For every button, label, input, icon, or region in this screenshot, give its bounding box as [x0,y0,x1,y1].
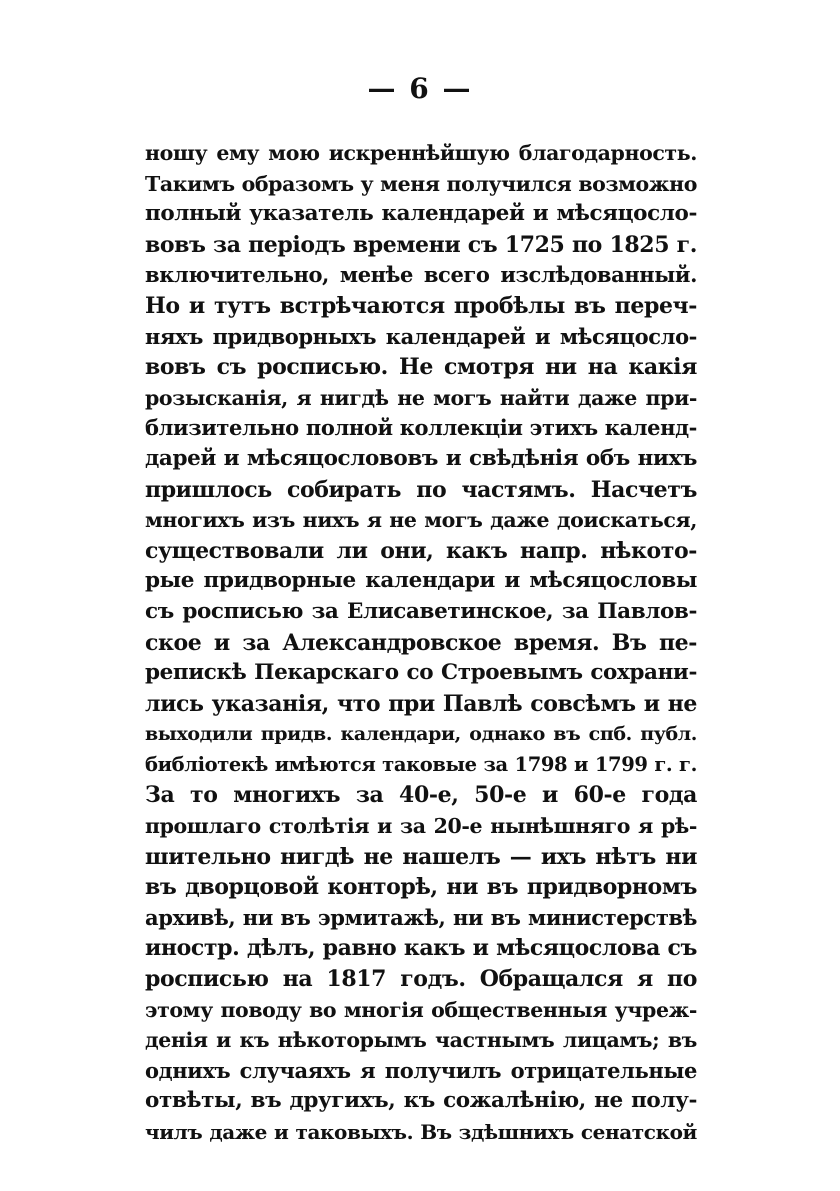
text-line: розысканія, я нигдѣ не могъ найти даже при- [145,385,697,410]
text-line: пришлось собирать по частямъ. Насчетъ [145,476,697,503]
text-line: денія и къ нѣкоторымъ частнымъ лицамъ; въ [145,1028,697,1053]
text-line: вовъ за періодъ времени съ 1725 по 1825 г. [145,231,697,258]
text-line: рые придворные календари и мѣсяцословы [145,568,697,594]
text-line: ношу ему мою искреннѣйшую благодарность. [145,141,697,165]
text-line: выходили придв. календари, однако въ спб. публ. [145,723,697,746]
text-line: лись указанія, что при Павлѣ совсѣмъ и не [145,690,697,717]
page-number: — 6 — [367,72,473,105]
text-line: ское и за Александровское время. Въ пе- [145,629,697,656]
text-line: этому поводу во многія общественныя учреж- [145,997,697,1022]
text-line: многихъ изъ нихъ я не могъ даже доискаться, [145,508,697,533]
text-line: включительно, менѣе всего изслѣдованный. [145,262,697,288]
text-line: съ росписью за Елисаветинское, за Павлов- [145,598,697,624]
text-line: архивѣ, ни въ эрмитажѣ, ни въ министерствѣ [145,904,697,930]
text-line: существовали ли они, какъ напр. нѣкото- [145,537,697,564]
text-line: Такимъ образомъ у меня получился возможно [145,171,697,196]
text-line: полный указатель календарей и мѣсяцосло- [145,201,697,227]
text-line: репискѣ Пекарскаго со Строевымъ сохрани- [145,660,697,686]
text-line: библіотекѣ имѣются таковые за 1798 и 1799 г. г. [145,752,697,776]
text-line: отвѣты, въ другихъ, къ сожалѣнію, не полу- [145,1088,697,1114]
text-line: няхъ придворныхъ календарей и мѣсяцосло- [145,323,697,349]
text-line: прошлаго столѣтія и за 20-е нынѣшняго я рѣ- [145,814,697,839]
text-line: росписью на 1817 годъ. Обращался я по [145,966,697,993]
text-line: За то многихъ за 40-е, 50-е и 60-е года [145,782,697,809]
text-line: шительно нигдѣ не нашелъ — ихъ нѣтъ ни [145,843,697,870]
text-line: однихъ случаяхъ я получилъ отрицательные [145,1057,697,1083]
body-text [145,138,697,1148]
text-line: близительно полной коллекціи этихъ календ- [145,415,697,441]
text-line: иностр. дѣлъ, равно какъ и мѣсяцослова съ [145,935,697,962]
text-line: дарей и мѣсяцослововъ и свѣдѣнія объ нихъ [145,445,697,471]
text-line: чилъ даже и таковыхъ. Въ здѣшнихъ сенатской [145,1120,697,1144]
text-line: Но и тутъ встрѣчаются пробѣлы въ переч- [145,292,697,319]
text-line: вовъ съ росписью. Не смотря ни на какія [145,354,697,381]
text-line: въ дворцовой конторѣ, ни въ придворномъ [145,874,697,901]
